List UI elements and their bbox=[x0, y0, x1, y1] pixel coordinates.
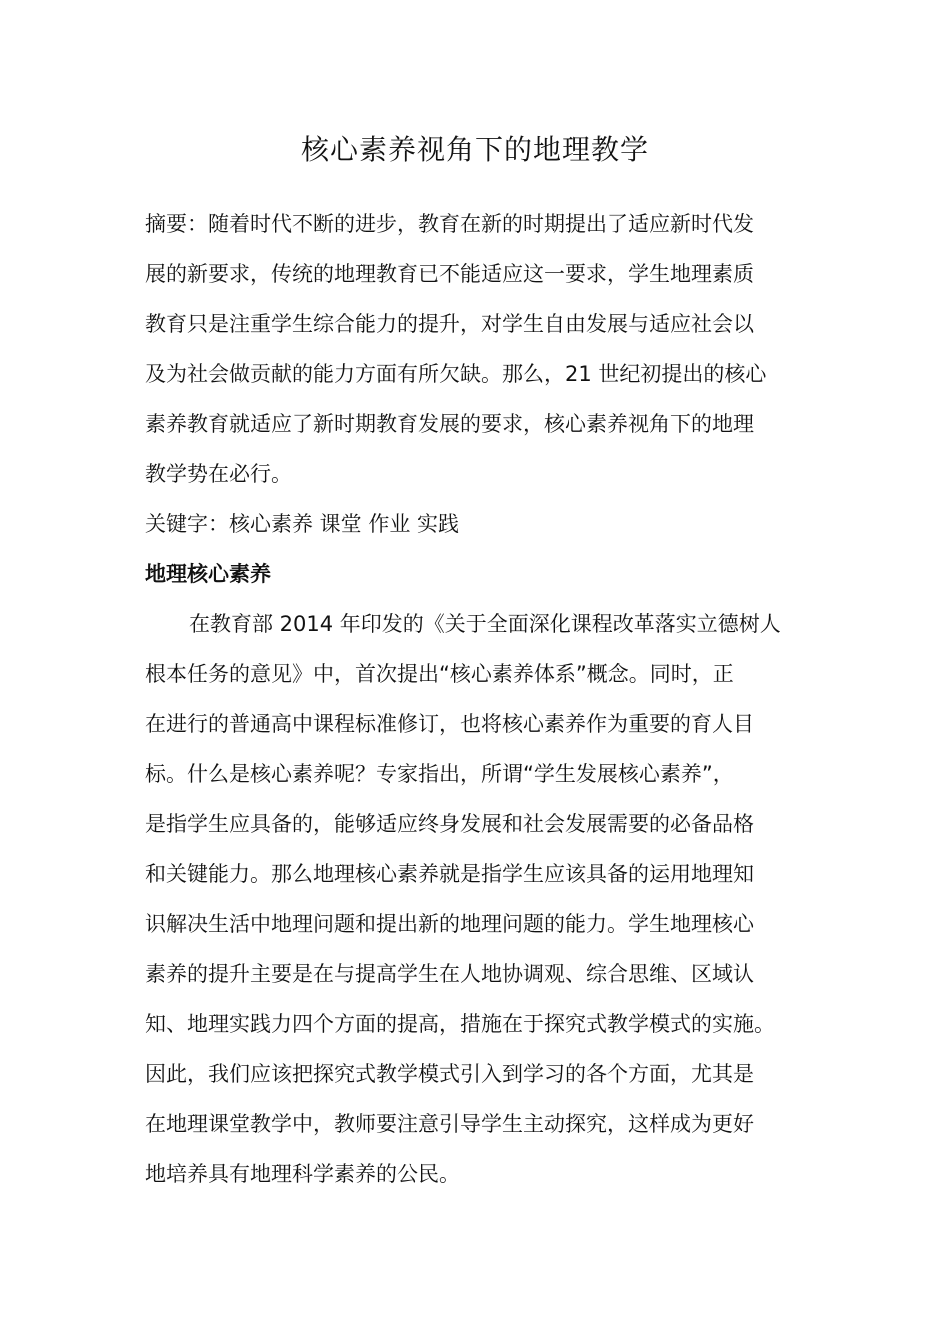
body-line: 是指学生应具备的，能够适应终身发展和社会发展需要的必备品格 bbox=[145, 812, 754, 836]
body-line: 标。什么是核心素养呢？专家指出，所谓“学生发展核心素养”， bbox=[145, 762, 734, 786]
body-line: 知、地理实践力四个方面的提高，措施在于探究式教学模式的实施。 bbox=[145, 1012, 775, 1036]
abstract-line: 展的新要求，传统的地理教育已不能适应这一要求，学生地理素质 bbox=[145, 262, 754, 286]
abstract-line: 摘要：随着时代不断的进步，教育在新的时期提出了适应新时代发 bbox=[145, 212, 754, 236]
body-line: 地培养具有地理科学素养的公民。 bbox=[145, 1162, 460, 1186]
body-line: 在教育部 2014 年印发的《关于全面深化课程改革落实立德树人 bbox=[189, 612, 781, 636]
keywords-line: 关键字：核心素养 课堂 作业 实践 bbox=[145, 512, 460, 536]
document-title: 核心素养视角下的地理教学 bbox=[300, 133, 649, 166]
body-line: 识解决生活中地理问题和提出新的地理问题的能力。学生地理核心 bbox=[145, 912, 754, 936]
section-heading: 地理核心素养 bbox=[145, 562, 271, 586]
body-line: 因此，我们应该把探究式教学模式引入到学习的各个方面，尤其是 bbox=[145, 1062, 754, 1086]
abstract-line: 及为社会做贡献的能力方面有所欠缺。那么，21 世纪初提出的核心 bbox=[145, 362, 767, 386]
body-line: 素养的提升主要是在与提高学生在人地协调观、综合思维、区域认 bbox=[145, 962, 754, 986]
body-line: 和关键能力。那么地理核心素养就是指学生应该具备的运用地理知 bbox=[145, 862, 754, 886]
body-line: 在进行的普通高中课程标准修订，也将核心素养作为重要的育人目 bbox=[145, 712, 754, 736]
abstract-line: 教学势在必行。 bbox=[145, 462, 292, 486]
abstract-line: 素养教育就适应了新时期教育发展的要求，核心素养视角下的地理 bbox=[145, 412, 754, 436]
body-line: 根本任务的意见》中，首次提出“核心素养体系”概念。同时，正 bbox=[145, 662, 734, 686]
abstract-line: 教育只是注重学生综合能力的提升，对学生自由发展与适应社会以 bbox=[145, 312, 754, 336]
body-line: 在地理课堂教学中，教师要注意引导学生主动探究，这样成为更好 bbox=[145, 1112, 754, 1136]
